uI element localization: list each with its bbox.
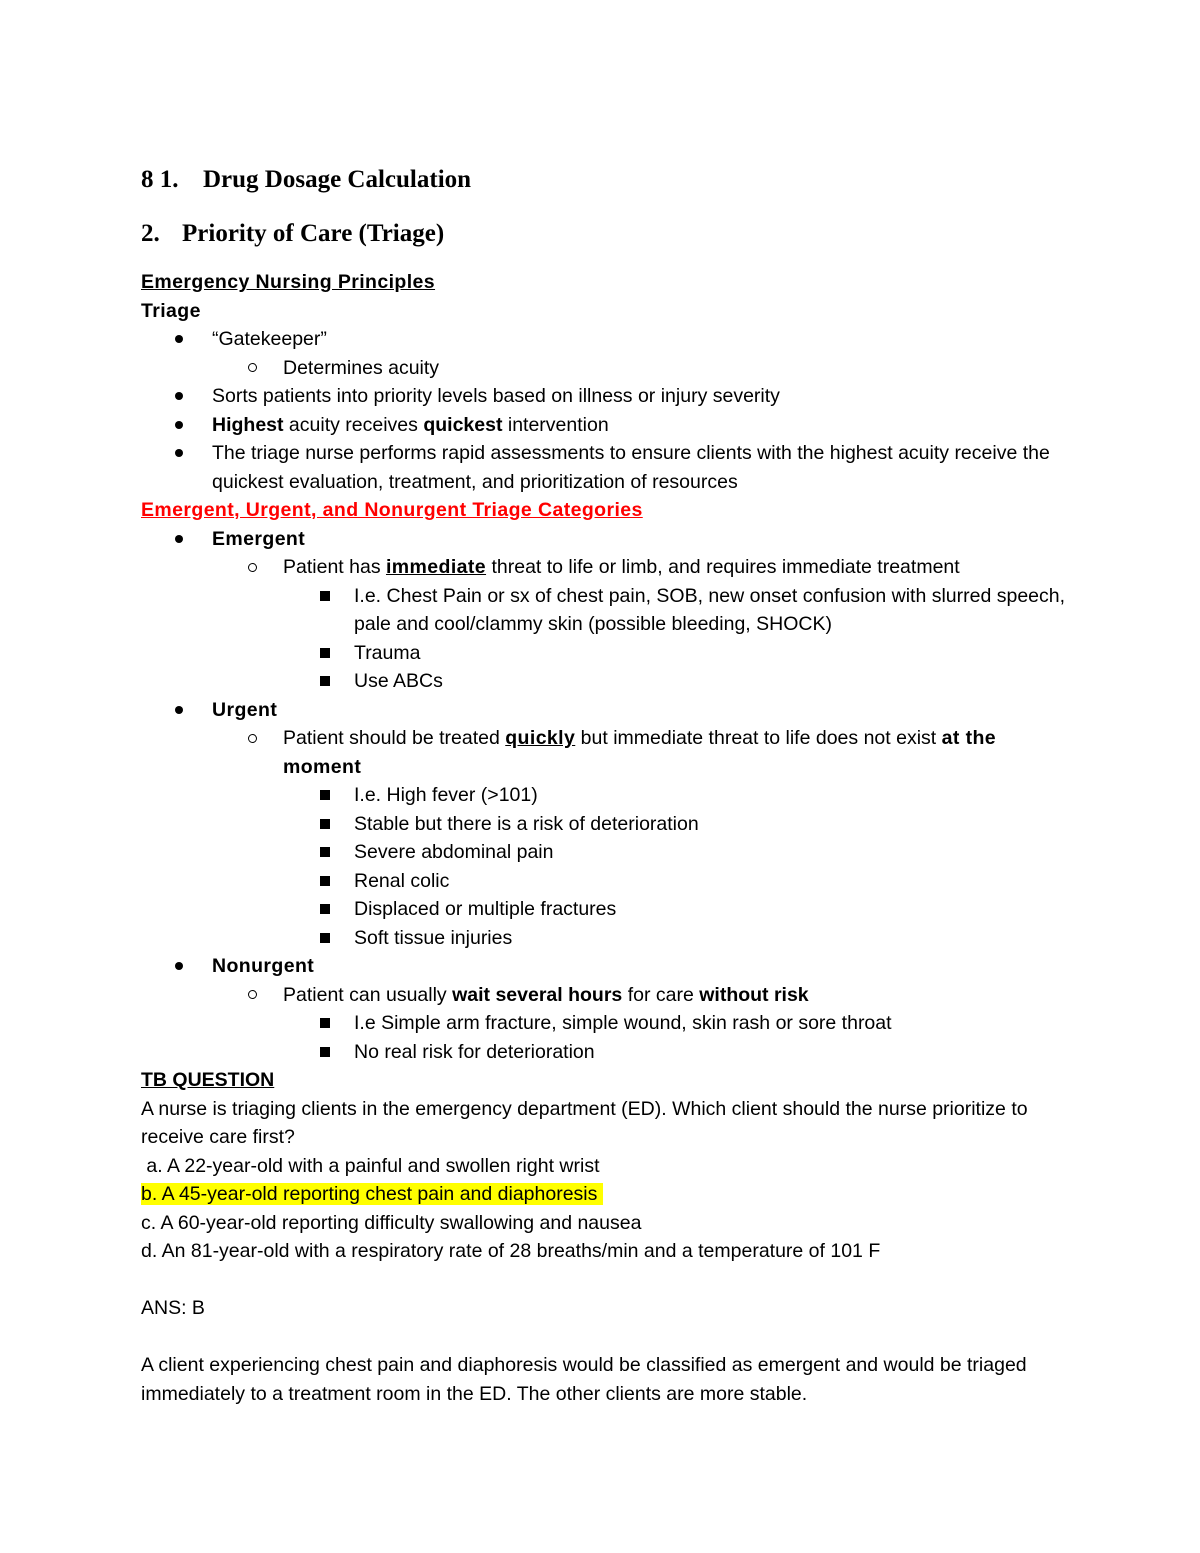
spacer <box>141 1266 1071 1295</box>
list-item <box>283 924 1071 953</box>
item-text: but immediate threat to life does not exist <box>575 727 942 749</box>
list-item <box>283 867 1071 896</box>
option-c: c. A 60-year-old reporting difficulty swallowing and nausea <box>141 1211 642 1234</box>
bullet-dot-icon <box>175 696 183 725</box>
bullet-square-icon <box>320 1009 330 1038</box>
bullet-square-icon <box>320 639 330 668</box>
category-nonurgent <box>141 952 1071 1066</box>
bullet-square-icon <box>320 867 330 896</box>
bullet-square-icon <box>320 781 330 810</box>
item-text: I.e. High fever (>101) <box>354 784 538 806</box>
item-text: Stable but there is a risk of deterioration <box>354 812 699 835</box>
item-text: Severe abdominal pain <box>354 841 554 863</box>
bullet-square-icon <box>320 838 330 867</box>
bullet-square-icon <box>320 1038 330 1067</box>
answer: ANS: B <box>141 1297 205 1319</box>
document-page <box>141 162 1071 1408</box>
item-text: The triage nurse performs rapid assessments to ensure clients with the highest acuity receive the quickest evaluation, treatment, and prioritization of resources <box>212 442 1050 493</box>
triage-label: Triage <box>141 299 201 322</box>
bold-text: without risk <box>699 983 809 1006</box>
section-title-triage-categories: Emergent, Urgent, and Nonurgent Triage Categories <box>141 499 643 521</box>
list-item <box>141 325 1071 382</box>
item-text: Displaced or multiple fractures <box>354 898 617 920</box>
item-text: Patient has <box>283 556 386 578</box>
list-item <box>212 981 1071 1067</box>
bold-text: Highest <box>212 413 284 436</box>
list-item <box>283 1038 1071 1067</box>
list-item <box>283 781 1071 810</box>
bullet-square-icon <box>320 667 330 696</box>
heading-number: 8 1. <box>141 166 179 193</box>
bold-text: quickest <box>423 413 503 436</box>
item-text: Use ABCs <box>354 670 443 692</box>
list-item <box>141 411 1071 440</box>
item-text: intervention <box>502 413 609 436</box>
section-title-emergency-principles: Emergency Nursing Principles <box>141 271 436 293</box>
triage-list <box>141 325 1071 496</box>
list-item <box>283 838 1071 867</box>
spacer <box>141 1323 1071 1352</box>
question-title: TB QUESTION <box>141 1069 275 1091</box>
list-item <box>141 439 1071 496</box>
list-item <box>283 810 1071 839</box>
bold-text: quickly <box>505 727 576 749</box>
list-item <box>141 382 1071 411</box>
list-item <box>212 553 1071 696</box>
category-label: Urgent <box>212 698 278 721</box>
heading-text: Drug Dosage Calculation <box>203 166 472 193</box>
heading-priority-of-care <box>141 216 1071 252</box>
heading-text: Priority of Care (Triage) <box>182 220 445 247</box>
item-text: Patient can usually <box>283 983 453 1006</box>
list-item <box>283 1009 1071 1038</box>
bullet-square-icon <box>320 582 330 611</box>
category-urgent <box>141 696 1071 953</box>
categories-list <box>141 525 1071 1067</box>
bullet-square-icon <box>320 810 330 839</box>
list-item <box>283 895 1071 924</box>
list-item <box>212 354 1071 383</box>
bold-text: wait several hours <box>452 983 623 1006</box>
category-label: Emergent <box>212 527 306 550</box>
category-label: Nonurgent <box>212 955 315 977</box>
item-text: I.e. Chest Pain or sx of chest pain, SOB, new onset confusion with slurred speech, pale and cool/clammy skin (possible bleeding, SHOCK) <box>354 584 1066 635</box>
bullet-circle-icon <box>248 724 257 753</box>
bullet-dot-icon <box>175 325 183 354</box>
bullet-circle-icon <box>248 981 257 1010</box>
item-text: Renal colic <box>354 869 450 892</box>
list-item <box>283 667 1071 696</box>
item-text: Trauma <box>354 641 421 664</box>
question-stem: A nurse is triaging clients in the emergency department (ED). Which client should the nurse prioritize to receive care first? <box>141 1097 1028 1148</box>
rationale: A client experiencing chest pain and diaphoresis would be classified as emergent and would be triaged immediately to a treatment room in the ED. The other clients are more stable. <box>141 1354 1027 1405</box>
option-a: a. A 22-year-old with a painful and swollen right wrist <box>141 1154 600 1177</box>
item-text: No real risk for deterioration <box>354 1040 595 1063</box>
bullet-dot-icon <box>175 382 183 411</box>
item-text: Determines acuity <box>283 356 440 379</box>
bullet-dot-icon <box>175 952 183 981</box>
bullet-circle-icon <box>248 553 257 582</box>
bullet-square-icon <box>320 924 330 953</box>
option-b-highlighted: b. A 45-year-old reporting chest pain and diaphoresis <box>141 1183 603 1205</box>
category-emergent <box>141 525 1071 696</box>
heading-number: 2. <box>141 220 160 247</box>
item-text: Soft tissue injuries <box>354 926 513 949</box>
item-text: threat to life or limb, and requires immediate treatment <box>486 556 960 578</box>
bold-text: at the moment <box>283 727 997 778</box>
list-item <box>283 639 1071 668</box>
item-text: acuity receives <box>283 413 424 436</box>
item-text: “Gatekeeper” <box>212 328 327 350</box>
item-text: Sorts patients into priority levels based on illness or injury severity <box>212 385 780 407</box>
bullet-circle-icon <box>248 354 257 383</box>
item-text: I.e Simple arm fracture, simple wound, skin rash or sore throat <box>354 1012 892 1034</box>
bullet-dot-icon <box>175 439 183 468</box>
bullet-dot-icon <box>175 525 183 554</box>
list-item <box>283 582 1071 639</box>
list-item <box>212 724 1071 952</box>
bullet-dot-icon <box>175 411 183 440</box>
bold-text: immediate <box>385 556 487 578</box>
option-d: d. An 81-year-old with a respiratory rate of 28 breaths/min and a temperature of 101 F <box>141 1240 881 1262</box>
item-text: for care <box>622 983 700 1006</box>
item-text: Patient should be treated <box>283 727 506 749</box>
heading-drug-dosage <box>141 162 1071 198</box>
bullet-square-icon <box>320 895 330 924</box>
